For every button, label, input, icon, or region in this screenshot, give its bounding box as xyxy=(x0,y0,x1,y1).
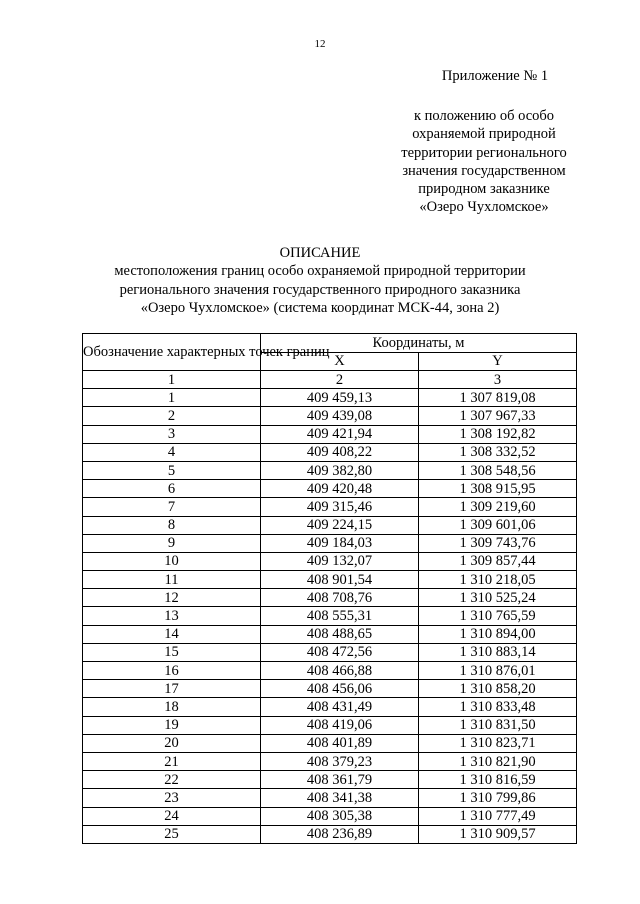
y-coordinate-cell: 1 308 915,95 xyxy=(419,480,577,498)
x-coordinate-cell: 408 901,54 xyxy=(261,571,419,589)
table-row xyxy=(83,771,577,789)
y-coordinate-cell: 1 308 548,56 xyxy=(419,461,577,479)
y-coordinate-cell: 1 309 743,76 xyxy=(419,534,577,552)
y-coordinate-cell: 1 309 601,06 xyxy=(419,516,577,534)
table-row xyxy=(83,589,577,607)
heading-title: ОПИСАНИЕ xyxy=(279,245,361,261)
table-row xyxy=(83,498,577,516)
point-number-cell: 23 xyxy=(83,789,261,807)
y-coordinate-cell: 1 307 967,33 xyxy=(419,407,577,425)
x-coordinate-cell: 408 401,89 xyxy=(261,734,419,752)
y-coordinate-cell: 1 310 777,49 xyxy=(419,807,577,825)
x-coordinate-cell: 409 420,48 xyxy=(261,480,419,498)
table-row xyxy=(83,625,577,643)
document-heading xyxy=(60,244,580,317)
appendix-subtitle-line: территории регионального xyxy=(401,144,567,161)
col-points-header: Обозначение характерных точек границ xyxy=(83,334,261,371)
x-coordinate-cell: 409 132,07 xyxy=(261,552,419,570)
x-coordinate-cell: 409 459,13 xyxy=(261,389,419,407)
appendix-subtitle xyxy=(388,107,580,217)
table-row xyxy=(83,443,577,461)
x-coordinate-cell: 408 708,76 xyxy=(261,589,419,607)
table-row xyxy=(83,571,577,589)
y-coordinate-cell: 1 309 219,60 xyxy=(419,498,577,516)
point-number-cell: 13 xyxy=(83,607,261,625)
table-row xyxy=(83,680,577,698)
coordinates-table xyxy=(82,333,577,844)
table-row xyxy=(83,734,577,752)
y-coordinate-cell: 1 310 831,50 xyxy=(419,716,577,734)
appendix-subtitle-line: природном заказнике xyxy=(418,181,550,198)
table-row xyxy=(83,389,577,407)
y-coordinate-cell: 1 310 821,90 xyxy=(419,752,577,770)
y-coordinate-cell: 1 310 876,01 xyxy=(419,662,577,680)
table-row xyxy=(83,716,577,734)
table-column-numbers-row xyxy=(83,371,577,389)
x-coordinate-cell: 408 555,31 xyxy=(261,607,419,625)
x-coordinate-cell: 409 315,46 xyxy=(261,498,419,516)
x-coordinate-cell: 409 421,94 xyxy=(261,425,419,443)
table-row xyxy=(83,534,577,552)
point-number-cell: 17 xyxy=(83,680,261,698)
y-coordinate-cell: 1 310 823,71 xyxy=(419,734,577,752)
point-number-cell: 10 xyxy=(83,552,261,570)
x-coordinate-cell: 409 382,80 xyxy=(261,461,419,479)
point-number-cell: 8 xyxy=(83,516,261,534)
col-number: 1 xyxy=(83,371,261,389)
y-coordinate-cell: 1 310 525,24 xyxy=(419,589,577,607)
point-number-cell: 25 xyxy=(83,825,261,843)
y-coordinate-cell: 1 310 218,05 xyxy=(419,571,577,589)
x-coordinate-cell: 408 236,89 xyxy=(261,825,419,843)
appendix-title: Приложение № 1 xyxy=(441,68,549,84)
y-coordinate-cell: 1 310 833,48 xyxy=(419,698,577,716)
appendix-subtitle-line: охраняемой природной xyxy=(412,126,556,143)
appendix-subtitle-line: к положению об особо xyxy=(413,108,555,124)
heading-line: местоположения границ особо охраняемой природной территории xyxy=(114,263,526,280)
x-coordinate-cell: 408 488,65 xyxy=(261,625,419,643)
y-coordinate-cell: 1 309 857,44 xyxy=(419,552,577,570)
x-coordinate-cell: 409 439,08 xyxy=(261,407,419,425)
table-row xyxy=(83,516,577,534)
appendix-subtitle-line: значения государственном xyxy=(402,162,566,179)
y-coordinate-cell: 1 310 765,59 xyxy=(419,607,577,625)
table-row xyxy=(83,480,577,498)
table-row xyxy=(83,807,577,825)
table-header-row xyxy=(83,334,577,353)
x-coordinate-cell: 408 361,79 xyxy=(261,771,419,789)
table-row xyxy=(83,662,577,680)
x-coordinate-cell: 408 305,38 xyxy=(261,807,419,825)
point-number-cell: 14 xyxy=(83,625,261,643)
table-row xyxy=(83,461,577,479)
x-coordinate-cell: 408 379,23 xyxy=(261,752,419,770)
point-number-cell: 1 xyxy=(83,389,261,407)
point-number-cell: 15 xyxy=(83,643,261,661)
table-row xyxy=(83,752,577,770)
table-row xyxy=(83,407,577,425)
y-coordinate-cell: 1 310 858,20 xyxy=(419,680,577,698)
appendix-subtitle-line: «Озеро Чухломское» xyxy=(419,199,549,216)
heading-line: «Озеро Чухломское» (система координат МСК-44, зона 2) xyxy=(140,299,500,316)
point-number-cell: 16 xyxy=(83,662,261,680)
table-row xyxy=(83,643,577,661)
point-number-cell: 19 xyxy=(83,716,261,734)
table-row xyxy=(83,425,577,443)
table-row xyxy=(83,825,577,843)
point-number-cell: 22 xyxy=(83,771,261,789)
point-number-cell: 6 xyxy=(83,480,261,498)
x-coordinate-cell: 409 184,03 xyxy=(261,534,419,552)
x-coordinate-cell: 408 419,06 xyxy=(261,716,419,734)
col-y-header: Y xyxy=(419,352,577,371)
col-x-header: X xyxy=(261,352,419,371)
point-number-cell: 9 xyxy=(83,534,261,552)
point-number-cell: 21 xyxy=(83,752,261,770)
table-row xyxy=(83,789,577,807)
x-coordinate-cell: 409 224,15 xyxy=(261,516,419,534)
point-number-cell: 18 xyxy=(83,698,261,716)
point-number-cell: 24 xyxy=(83,807,261,825)
y-coordinate-cell: 1 310 799,86 xyxy=(419,789,577,807)
col-number: 2 xyxy=(261,371,419,389)
point-number-cell: 20 xyxy=(83,734,261,752)
y-coordinate-cell: 1 310 909,57 xyxy=(419,825,577,843)
y-coordinate-cell: 1 310 883,14 xyxy=(419,643,577,661)
y-coordinate-cell: 1 310 894,00 xyxy=(419,625,577,643)
x-coordinate-cell: 408 431,49 xyxy=(261,698,419,716)
page-number: 12 xyxy=(314,38,326,50)
y-coordinate-cell: 1 308 332,52 xyxy=(419,443,577,461)
table-row xyxy=(83,607,577,625)
point-number-cell: 3 xyxy=(83,425,261,443)
x-coordinate-cell: 408 341,38 xyxy=(261,789,419,807)
point-number-cell: 5 xyxy=(83,461,261,479)
point-number-cell: 7 xyxy=(83,498,261,516)
heading-line: регионального значения государственного природного заказника xyxy=(119,281,521,298)
x-coordinate-cell: 409 408,22 xyxy=(261,443,419,461)
point-number-cell: 11 xyxy=(83,571,261,589)
point-number-cell: 12 xyxy=(83,589,261,607)
point-number-cell: 4 xyxy=(83,443,261,461)
y-coordinate-cell: 1 310 816,59 xyxy=(419,771,577,789)
x-coordinate-cell: 408 472,56 xyxy=(261,643,419,661)
x-coordinate-cell: 408 466,88 xyxy=(261,662,419,680)
y-coordinate-cell: 1 308 192,82 xyxy=(419,425,577,443)
y-coordinate-cell: 1 307 819,08 xyxy=(419,389,577,407)
col-coordinates-header: Координаты, м xyxy=(261,334,577,353)
table-row xyxy=(83,698,577,716)
table-row xyxy=(83,552,577,570)
x-coordinate-cell: 408 456,06 xyxy=(261,680,419,698)
point-number-cell: 2 xyxy=(83,407,261,425)
col-number: 3 xyxy=(419,371,577,389)
